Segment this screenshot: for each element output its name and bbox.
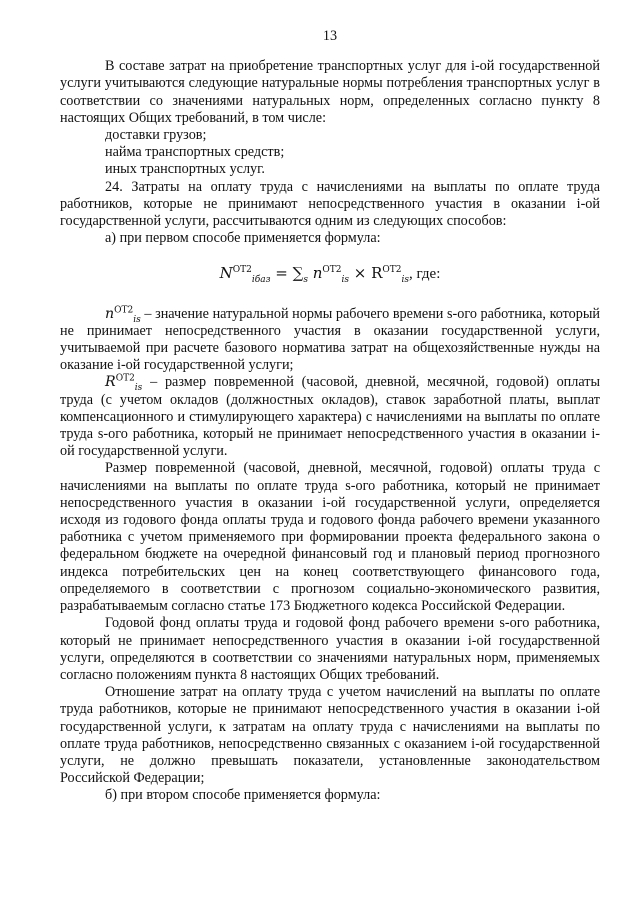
formula-r-sup: ОТ2 [382, 265, 402, 276]
paragraph-time-based-pay: Размер повременной (часовой, дневной, месячной, годовой) оплаты труда с начислениями на выплаты по оплате труда s-ого работника, который не принимает непосредственного участия в оказании i-ой государственной услуги, определяется исходя из годового фонда оплаты труда и годового фонда рабочего времени указанного работника с учетом применяемого при формировании проекта федерального закона о федеральном бюджете на очередной финансовый год и плановый период прогнозного индекса потребительских цен на конец соответствующего финансового года, определяемого в соответствии с прогнозом социально-экономического развития, разрабатываемым согласно статье 173 Бюджетного кодекса Российской Федерации. [60, 460, 600, 615]
paragraph-cost-ratio: Отношение затрат на оплату труда с учетом начислений на выплаты по оплате труда работников, которые не принимают непосредственного участия в оказании i-ой государственной услуги, к затратам на оплату труда с начислениями на выплаты по оплате труда работников, непосредственно связанных с оказанием i-ой государственной услуги, не должно превышать показатели, установленные законодательством Российской Федерации; [60, 684, 600, 787]
formula-sum-sub: s [303, 275, 308, 286]
symbol-r: $R^{ОТ2}_{is}$ [105, 373, 143, 394]
page-number: 13 [322, 28, 338, 44]
symbol-n: $n^{ОТ2}_{is}$ [105, 304, 141, 325]
paragraph-first-method: а) при первом способе применяется формула: [105, 230, 381, 247]
paragraph-annual-fund: Годовой фонд оплаты труда и годовой фонд рабочего времени s-ого работника, который не принимает непосредственного участия в оказании i-ой государственной услуги, определяются в соответствии со значениями натуральных норм, применяемых согласно положениям пункта 8 настоящих Общих требований. [60, 615, 600, 683]
formula-n-sub: is [341, 275, 349, 286]
formula-tail: , где: [409, 266, 441, 283]
formula-r: × R [348, 264, 383, 283]
paragraph-second-method: б) при втором способе применяется формула: [105, 787, 381, 804]
formula-lhs-sup: ОТ2 [232, 265, 252, 276]
paragraph-24-labor-costs: 24. Затраты на оплату труда с начислениями на выплаты по оплате труда работников, которые не принимают непосредственного участия в оказании i-ой государственной услуги, рассчитываются одним из следующих способов: [60, 178, 600, 230]
list-item-vehicle-hire: найма транспортных средств; [105, 144, 285, 161]
formula-n: n [307, 264, 323, 283]
formula-r-sub: is [401, 275, 409, 286]
list-item-cargo-delivery: доставки грузов; [105, 127, 207, 144]
definition-r-text: – размер повременной (часовой, дневной, месячной, годовой) оплаты труда (с учетом окладов (должностных окладов), ставок заработной платы, выплат компенсационного и стимулирующего характера) с начислениями на выплаты по оплате труда s-ого работника, который не принимает непосредственного участия в оказании i-ой государственной услуги. [60, 374, 600, 460]
formula-n-sup: ОТ2 [322, 265, 342, 276]
formula-sum-sign: = ∑ [270, 264, 304, 283]
list-item-other-transport: иных транспортных услуг. [105, 161, 265, 178]
definition-n-text: – значение натуральной нормы рабочего времени s-ого работника, который не принимает непосредственного участия в оказании государственной услуги, учитываемой при расчете базового норматива затрат на общехозяйственные нужды на оказание i-ой государственной услуги; [60, 305, 600, 374]
document-page [60, 28, 600, 805]
formula-lhs: N [219, 264, 233, 283]
formula-first-method [60, 265, 600, 285]
definition-r [60, 374, 600, 460]
formula-lhs-sub: iбаз [251, 275, 271, 286]
paragraph-transport-costs: В составе затрат на приобретение транспортных услуг для i-ой государственной услуги учитываются следующие натуральные нормы потребления транспортных услуг в соответствии со значениями натуральных норм, определенных согласно пункту 8 настоящих Общих требований, в том числе: [60, 58, 600, 126]
definition-n [60, 306, 600, 375]
